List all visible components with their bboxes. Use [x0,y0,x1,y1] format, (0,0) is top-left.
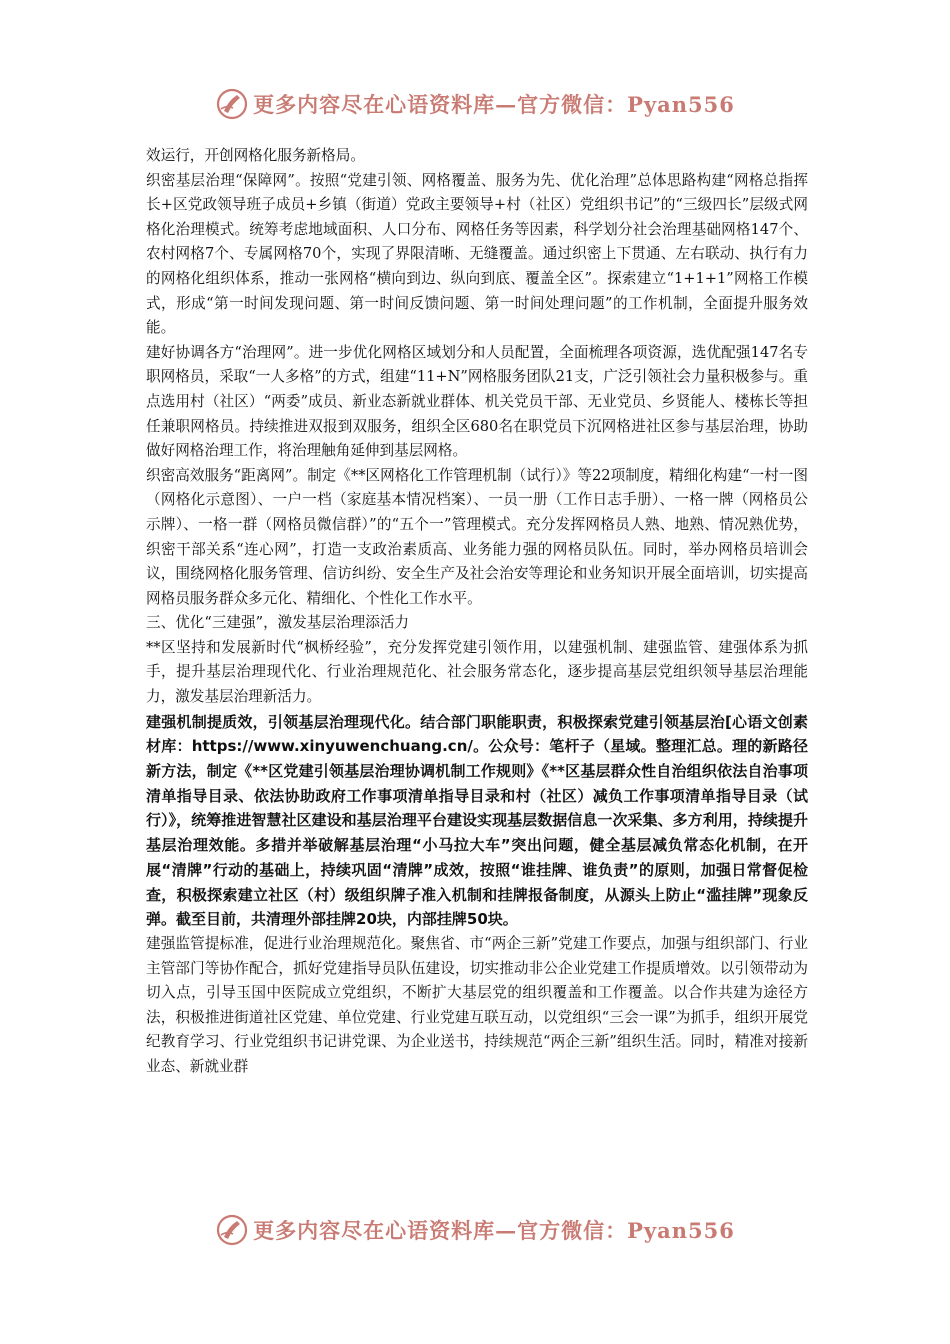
banner-text: 更多内容尽在心语资料库—官方微信：Pyan556 [253,1218,735,1243]
paragraph-governance-net: 建好协调各方“治理网”。进一步优化网格区域划分和人员配置，全面梳理各项资源，选优配强147名专职网格员，采取“一人多格”的方式，组建“11+N”网格服务团队21支，广泛引领社会力量积极参与。重点选用村（社区）“两委”成员、新业态新就业群体、机关党员干部、无业党员、乡贤能人、楼栋长等担任兼职网格员。持续推进双报到双服务，组织全区680名在职党员下沉网格进社区参与基层治理，协助做好网格治理工作，将治理触角延伸到基层网格。 [146,343,808,460]
hand-pen-logo-icon [215,87,249,121]
footer-banner [0,1210,950,1250]
paragraph-guarantee-net: 织密基层治理“保障网”。按照“党建引领、网格覆盖、服务为先、优化治理”总体思路构建“网格总指挥长+区党政领导班子成员+乡镇（街道）党政主要领导+村（社区）党组织书记”的“三级四长”层级式网格化治理模式。统筹考虑地域面积、人口分布、网格任务等因素，科学划分社会治理基础网格147个、农村网格7个、专属网格70个，实现了界限清晰、无缝覆盖。通过织密上下贯通、左右联动、执行有力的网格化组织体系，推动一张网格“横向到边、纵向到底、覆盖全区”。探索建立“1+1+1”网格工作模式，形成“第一时间发现问题、第一时间反馈问题、第一时间处理问题”的工作机制，全面提升服务效能。 [146,171,808,337]
paragraph-mechanism-bold: 建强机制提质效，引领基层治理现代化。结合部门职能职责，积极探索党建引领基层治[心语文创素材库：https://www.xinyuwenchuang.cn/。公众号：笔杆子（星域。整理汇总。理的新路径新方法，制定《**区党建引领基层治理协调机制工作规则》《**区基层群众性自治组织依法自治事项清单指导目录、依法协助政府工作事项清单指导目录和村（社区）减负工作事项清单指导目录（试行）》，统筹推进智慧社区建设和基层治理平台建设实现基层数据信息一次采集、多方利用，持续提升基层治理效能。多措并举破解基层治理“小马拉大车”突出问题，健全基层减负常态化机制，在开展“清牌”行动的基础上，持续巩固“清牌”成效，按照“谁挂牌、谁负责”的原则，加强日常督促检查，积极探索建立社区（村）级组织牌子准入机制和挂牌报备制度，从源头上防止“滥挂牌”现象反弹。截至目前，共清理外部挂牌20块，内部挂牌50块。 [146,712,808,929]
paragraph-supervision: 建强监管提标准，促进行业治理规范化。聚焦省、市“两企三新”党建工作要点，加强与组织部门、行业主管部门等协作配合，抓好党建指导员队伍建设，切实推动非公企业党建工作提质增效。以引领带动为切入点，引导玉国中医院成立党组织，不断扩大基层党的组织覆盖和工作覆盖。以合作共建为途径方法，积极推进街道社区党建、单位党建、行业党建互联互动，以党组织“三会一课”为抓手，组织开展党纪教育学习、行业党组织书记讲党课、为企业送书，持续规范“两企三新”组织生活。同时，精准对接新业态、新就业群 [146,934,808,1075]
section-heading-three: 三、优化“三建强”，激发基层治理添活力 [146,614,410,632]
header-banner [0,84,950,124]
document-body [146,144,808,1080]
banner-text: 更多内容尽在心语资料库—官方微信：Pyan556 [253,92,735,117]
paragraph-distance-net: 织密高效服务“距离网”。制定《**区网格化工作管理机制（试行）》等22项制度，精细化构建“一村一图（网格化示意图）、一户一档（家庭基本情况档案）、一员一册（工作日志手册）、一格一牌（网格员公示牌）、一格一群（网格员微信群）”的“五个一”管理模式。充分发挥网格员人熟、地熟、情况熟优势，织密干部关系“连心网”，打造一支政治素质高、业务能力强的网格员队伍。同时，举办网格员培训会议，围绕网格化服务管理、信访纠纷、安全生产及社会治安等理论和业务知识开展全面培训，切实提高网格员服务群众多元化、精细化、个性化工作水平。 [146,466,808,607]
paragraph-continuation: 效运行，开创网格化服务新格局。 [146,147,365,164]
hand-pen-logo-icon [215,1213,249,1247]
paragraph-fengqiao: **区坚持和发展新时代“枫桥经验”，充分发挥党建引领作用，以建强机制、建强监管、建强体系为抓手，提升基层治理现代化、行业治理规范化、社会服务常态化，逐步提高基层党组织领导基层治理能力，激发基层治理新活力。 [146,638,808,706]
